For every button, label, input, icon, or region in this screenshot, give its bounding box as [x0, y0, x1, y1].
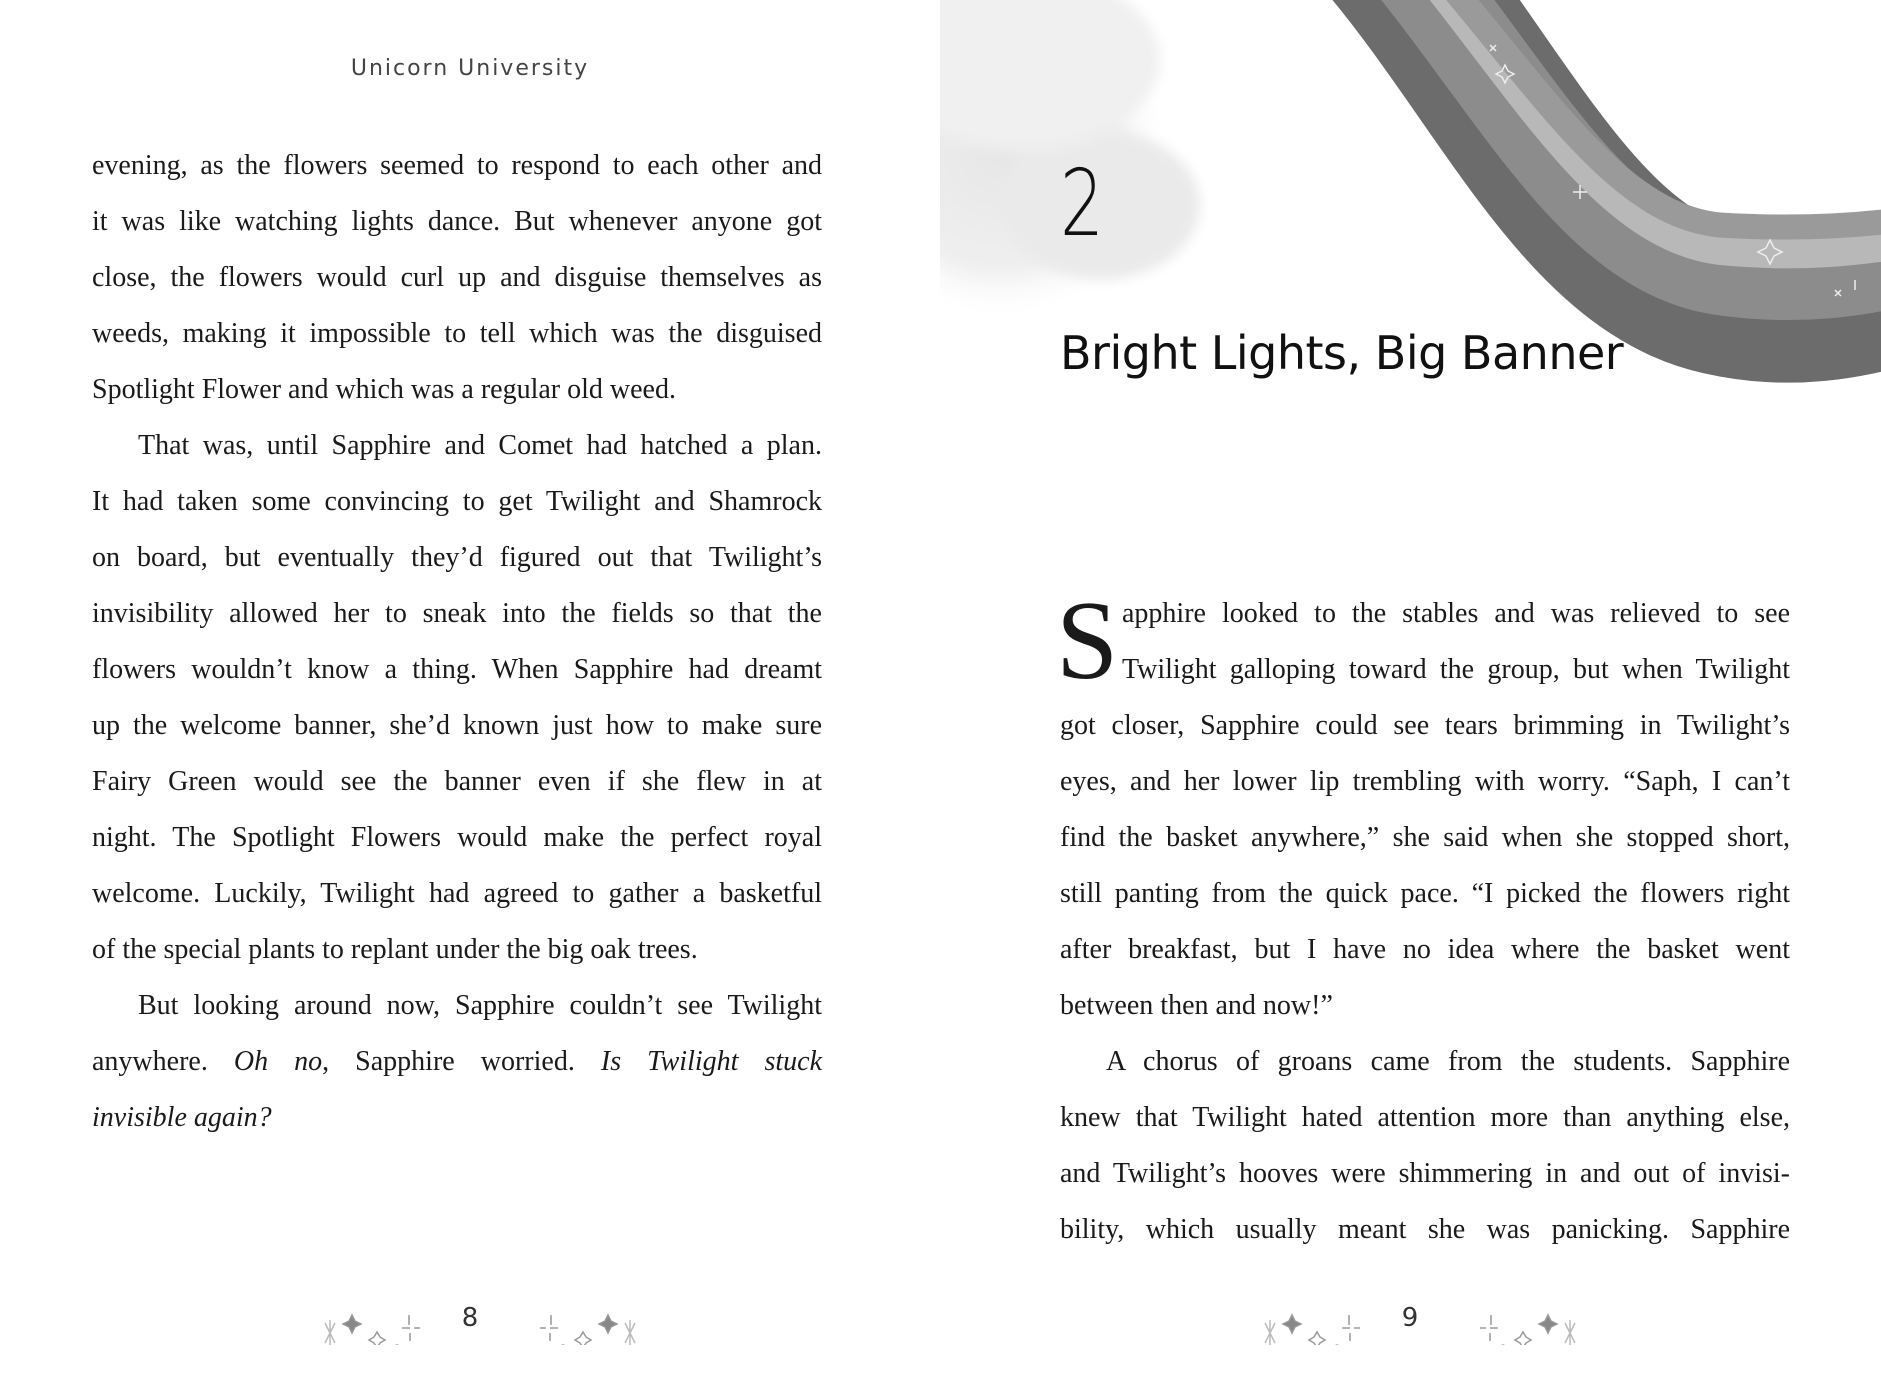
chapter-number: 2 — [1060, 150, 1104, 257]
page-number: 8 — [461, 1303, 479, 1333]
text-segment: It had taken some convincing to get Twilight and Shamrock — [92, 486, 822, 517]
text-line — [92, 1039, 822, 1095]
left-page — [0, 0, 940, 1400]
text-line — [92, 591, 822, 647]
text-segment: , Sapphire worried. — [322, 1046, 601, 1077]
drop-cap: S — [1056, 579, 1119, 703]
text-line — [92, 815, 822, 871]
text-segment: still panting from the quick pace. “I picked the flowers right — [1060, 878, 1790, 909]
body-text — [1056, 579, 1790, 1263]
text-line — [92, 703, 822, 759]
text-segment: Twilight galloping toward the group, but when Twilight — [1122, 654, 1790, 685]
text-line — [1060, 1095, 1790, 1151]
body-text — [92, 143, 822, 1151]
text-segment: bility, which usually meant she was panicking. Sapphire — [1060, 1214, 1790, 1245]
text-segment: got closer, Sapphire could see tears brimming in Twilight’s — [1060, 710, 1790, 741]
text-segment: between then and now!” — [1060, 990, 1333, 1021]
sparkle-ornament-icon — [1480, 1295, 1590, 1345]
text-segment: welcome. Luckily, Twilight had agreed to gather a basketful — [92, 878, 822, 909]
text-segment: knew that Twilight hated attention more than anything else, — [1060, 1102, 1790, 1133]
text-line — [1060, 815, 1790, 871]
text-segment: close, the flowers would curl up and disguise themselves as — [92, 262, 822, 293]
text-line — [1060, 1039, 1790, 1095]
text-segment: apphire looked to the stables and was relieved to see — [1122, 598, 1790, 629]
text-line — [1060, 1207, 1790, 1263]
text-segment: it was like watching lights dance. But whenever anyone got — [92, 206, 822, 237]
text-line — [92, 143, 822, 199]
italic-text: invisible again? — [92, 1102, 272, 1133]
text-segment: up the welcome banner, she’d known just how to make sure — [92, 710, 822, 741]
text-line — [1060, 759, 1790, 815]
text-segment: of the special plants to replant under the big oak trees. — [92, 934, 698, 965]
text-line — [92, 199, 822, 255]
text-line — [1060, 591, 1790, 647]
text-segment: weeds, making it impossible to tell which was the disguised — [92, 318, 822, 349]
text-line — [92, 311, 822, 367]
chapter-title: Bright Lights, Big Banner — [1060, 326, 1624, 380]
text-line — [1060, 647, 1790, 703]
text-segment: That was, until Sapphire and Comet had hatched a plan. — [138, 430, 822, 461]
text-line — [1060, 703, 1790, 759]
text-line — [92, 647, 822, 703]
italic-text: Is Twilight stuck — [600, 1046, 822, 1077]
text-segment: Fairy Green would see the banner even if she flew in at — [92, 766, 822, 797]
text-segment: flowers wouldn’t know a thing. When Sapphire had dreamt — [92, 654, 822, 685]
page-number: 9 — [1401, 1303, 1419, 1333]
running-head: Unicorn University — [350, 56, 590, 81]
text-line — [92, 367, 822, 423]
text-segment: and Twilight’s hooves were shimmering in and out of invisi- — [1060, 1158, 1790, 1189]
text-line — [92, 871, 822, 927]
text-segment: But looking around now, Sapphire couldn’t see Twilight — [138, 990, 822, 1021]
text-segment: find the basket anywhere,” she said when she stopped short, — [1060, 822, 1790, 853]
text-segment: eyes, and her lower lip trembling with worry. “Saph, I can’t — [1060, 766, 1790, 797]
text-line — [92, 535, 822, 591]
text-line — [92, 983, 822, 1039]
text-line — [92, 759, 822, 815]
text-segment: invisibility allowed her to sneak into the fields so that the — [92, 598, 822, 629]
text-line — [1060, 1151, 1790, 1207]
text-segment: night. The Spotlight Flowers would make the perfect royal — [92, 822, 822, 853]
italic-text: Oh no — [233, 1046, 323, 1077]
text-line — [92, 927, 822, 983]
text-segment: after breakfast, but I have no idea where the basket went — [1060, 934, 1790, 965]
text-segment: evening, as the flowers seemed to respond to each other and — [92, 150, 822, 181]
sparkle-ornament-icon — [540, 1295, 650, 1345]
text-line — [1060, 927, 1790, 983]
text-segment: on board, but eventually they’d figured out that Twilight’s — [92, 542, 822, 573]
text-line — [92, 255, 822, 311]
text-line — [1060, 983, 1790, 1039]
text-segment: Spotlight Flower and which was a regular old weed. — [92, 374, 676, 405]
text-line — [92, 479, 822, 535]
right-page — [940, 0, 1880, 1400]
text-line — [1060, 871, 1790, 927]
text-line — [92, 423, 822, 479]
text-line — [92, 1095, 822, 1151]
text-segment: anywhere. — [92, 1046, 234, 1077]
text-segment: A chorus of groans came from the students. Sapphire — [1106, 1046, 1790, 1077]
